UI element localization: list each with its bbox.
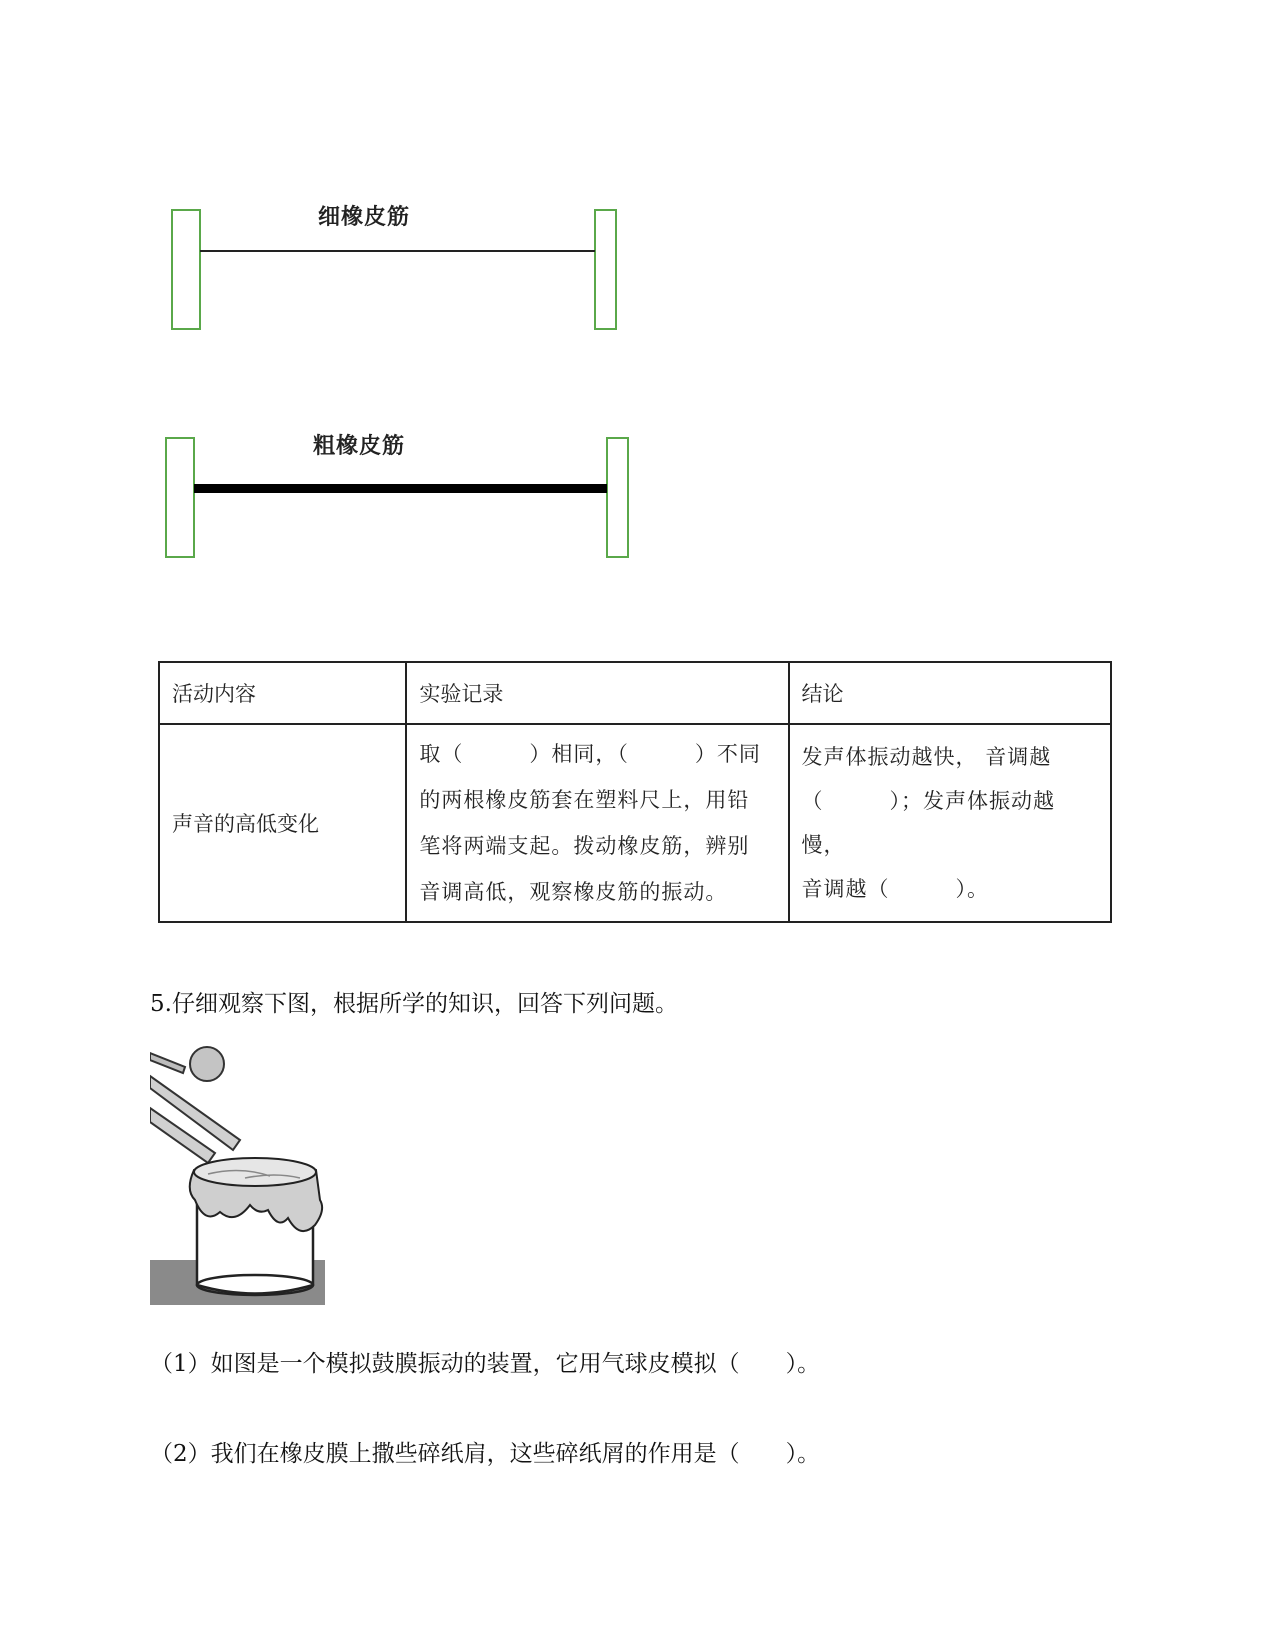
conclusion-line: 发声体振动越快， 音调越	[801, 745, 1052, 769]
experiment-table	[158, 661, 1112, 923]
left-support	[171, 209, 201, 330]
record-line: 笔将两端支起。拨动橡皮筋，辨别	[419, 834, 750, 858]
question-5-sub-2: （2）我们在橡皮膜上撒些碎纸肩，这些碎纸屑的作用是（ ）。	[150, 1441, 821, 1467]
question-5-sub-1: （1）如图是一个模拟鼓膜振动的装置，它用气球皮模拟（ ）。	[150, 1351, 821, 1377]
record-line: 音调高低，观察橡皮筋的振动。	[419, 880, 728, 904]
record-line: 的两根橡皮筋套在塑料尺上，用铅	[419, 788, 750, 812]
header-conclusion: 结论	[789, 662, 1111, 724]
right-support	[594, 209, 617, 330]
record-line: 取（ ）相同，（ ）不同	[419, 742, 761, 766]
thin-band-label: 细橡皮筋	[318, 205, 411, 230]
conclusion-line: （ ）；发声体振动越慢，	[801, 789, 1056, 857]
thin-rubber-band	[200, 250, 595, 252]
activity-cell: 声音的高低变化	[159, 724, 406, 922]
thick-rubber-band	[194, 484, 607, 493]
header-activity: 活动内容	[159, 662, 406, 724]
conclusion-cell	[789, 724, 1111, 922]
right-support	[606, 437, 629, 558]
question-5-title: 5.仔细观察下图，根据所学的知识，回答下列问题。	[150, 991, 678, 1017]
eardrum-model-illustration	[150, 1040, 325, 1305]
left-support	[165, 437, 195, 558]
table-header-row	[159, 662, 1111, 724]
header-record: 实验记录	[406, 662, 788, 724]
record-cell	[406, 724, 788, 922]
table-row	[159, 724, 1111, 922]
thick-band-label: 粗橡皮筋	[313, 434, 406, 459]
conclusion-line: 音调越（ ）。	[801, 877, 990, 901]
